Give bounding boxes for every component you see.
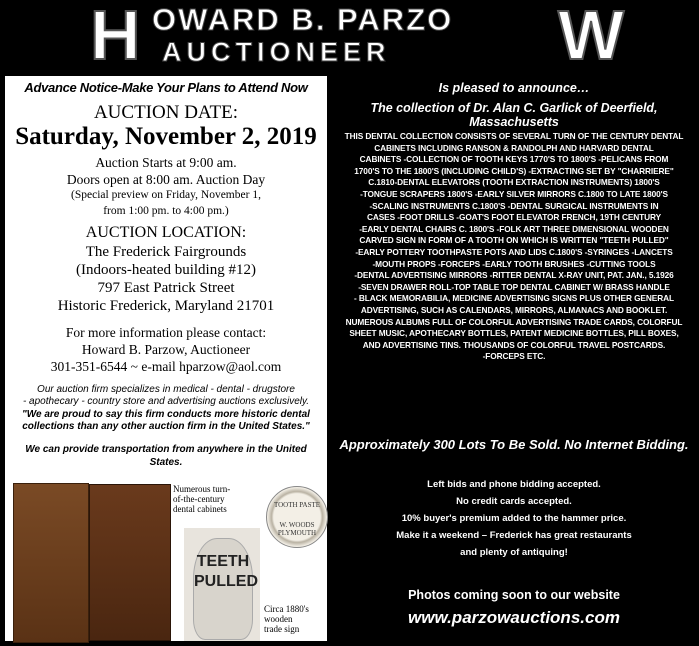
auction-start-time: Auction Starts at 9:00 am. bbox=[95, 155, 237, 170]
doors-open-time: Doors open at 8:00 am. Auction Day bbox=[66, 172, 266, 187]
blurb-line: Our auction firm specializes in medical - dental - drugstore bbox=[37, 384, 295, 395]
tooth-sign-text: TEETH bbox=[196, 553, 250, 570]
note-line: and plenty of antiquing! bbox=[460, 547, 568, 558]
caption-line: Circa 1880's bbox=[264, 604, 309, 614]
description-line: CABINETS -COLLECTION OF TOOTH KEYS 1770'S TO 1800'S -PELICANS FROM bbox=[359, 154, 669, 165]
description-line: THIS DENTAL COLLECTION CONSISTS OF SEVERAL TURN OF THE CENTURY DENTAL bbox=[344, 131, 684, 141]
contact-phone-email: 301-351-6544 ~ e-mail hparzow@aol.com bbox=[50, 359, 282, 374]
collection-description bbox=[341, 131, 687, 363]
caption-line: of-the-century bbox=[173, 494, 225, 504]
header-name: OWARD B. PARZO bbox=[152, 2, 454, 37]
caption-line: trade sign bbox=[264, 624, 300, 634]
contact-name: Howard B. Parzow, Auctioneer bbox=[81, 342, 251, 357]
header-title: AUCTIONEER bbox=[162, 37, 391, 67]
description-line: -MOUTH PROPS -FORCEPS -EARLY TOOTH BRUSHES -CUTTING TOOLS bbox=[372, 258, 656, 269]
header-letter-w: W bbox=[558, 0, 625, 74]
location-line: 797 East Patrick Street bbox=[97, 280, 235, 296]
auction-date-label: AUCTION DATE: bbox=[93, 102, 239, 123]
blurb-line: collections than any other auction firm in the United States." bbox=[22, 421, 310, 432]
photos-coming-soon: Photos coming soon to our website bbox=[408, 588, 620, 602]
description-line: C.1810-DENTAL ELEVATORS (TOOTH EXTRACTION INSTRUMENTS) 1800'S bbox=[368, 177, 660, 188]
jar-text: PLYMOUTH bbox=[277, 529, 317, 537]
description-line: -SCALING INSTRUMENTS C.1800'S -DENTAL SURGICAL INSTRUMENTS IN bbox=[369, 200, 659, 211]
blurb-line: "We are proud to say this firm conducts more historic dental bbox=[22, 409, 310, 420]
tooth-sign-text: PULLED bbox=[194, 573, 258, 590]
description-line: SHEET MUSIC, APOTHECARY BOTTLES, PATENT MEDICINE BOTTLES, PILL BOXES, bbox=[349, 328, 679, 339]
description-line: 1700'S TO THE 1800'S (INCLUDING CHILD'S) -EXTRACTING SET BY "CHARRIERE" bbox=[354, 165, 674, 176]
description-line: AND ADVERTISING TINS. THOUSANDS OF COLORFUL TRAVEL POSTCARDS. bbox=[362, 339, 666, 350]
description-line: -FORCEPS ETC. bbox=[482, 351, 546, 362]
lots-note: Approximately 300 Lots To Be Sold. No Internet Bidding. bbox=[339, 437, 689, 452]
location-line: (Indoors-heated building #12) bbox=[76, 262, 256, 278]
advance-notice: Advance Notice-Make Your Plans to Attend Now bbox=[24, 80, 308, 95]
description-line: -EARLY POTTERY TOOTHPASTE POTS AND LIDS C.1800'S -SYRINGES -LANCETS bbox=[355, 246, 673, 257]
description-line: -SEVEN DRAWER ROLL-TOP TABLE TOP DENTAL CABINET W/ BRASS HANDLE bbox=[358, 281, 670, 292]
caption-line: dental cabinets bbox=[173, 504, 227, 514]
description-line: ADVERTISING, SUCH AS CALENDARS, MIRRORS, ALMANACS AND BOOKLET. bbox=[360, 304, 668, 315]
right-panel bbox=[333, 76, 695, 641]
description-line: NUMEROUS ALBUMS FULL OF COLORFUL ADVERTISING TRADE CARDS, COLORFUL bbox=[345, 316, 683, 327]
location-line: The Frederick Fairgrounds bbox=[85, 244, 247, 260]
note-line: No credit cards accepted. bbox=[456, 496, 572, 507]
description-line: CASES -FOOT DRILLS -GOAT'S FOOT ELEVATOR FRENCH, 19TH CENTURY bbox=[366, 212, 662, 223]
description-line: -EARLY DENTAL CHAIRS C. 1800'S -FOLK ART THREE DIMENSIONAL WOODEN bbox=[359, 223, 669, 234]
caption-cabinets bbox=[173, 484, 230, 514]
description-line: CABINETS INCLUDING RANSON & RANDOLPH AND HARVARD DENTAL bbox=[374, 142, 654, 153]
jar-text: TOOTH PASTE bbox=[273, 501, 321, 509]
header-letter-h: H bbox=[90, 0, 141, 74]
auction-date: Saturday, November 2, 2019 bbox=[15, 123, 317, 150]
website-url[interactable]: www.parzowauctions.com bbox=[408, 608, 620, 627]
preview-line-2: from 1:00 pm. to 4:00 pm.) bbox=[103, 205, 229, 217]
dental-cabinet-photo bbox=[89, 484, 171, 641]
caption-line: Numerous turn- bbox=[173, 484, 231, 494]
contact-label: For more information please contact: bbox=[65, 325, 267, 340]
transport-note: We can provide transportation from anywhere in the United States. bbox=[25, 444, 307, 468]
description-line: CARVED SIGN IN FORM OF A TOOTH ON WHICH IS WRITTEN "TEETH PULLED" bbox=[359, 235, 669, 246]
location-label: AUCTION LOCATION: bbox=[85, 224, 247, 241]
dental-cabinet-photo bbox=[13, 483, 89, 643]
header-banner bbox=[0, 0, 699, 74]
collection-title: The collection of Dr. Alan C. Garlick of Deerfield, Massachusetts bbox=[370, 101, 658, 129]
description-line: - BLACK MEMORABILIA, MEDICINE ADVERTISING SIGNS PLUS OTHER GENERAL bbox=[354, 293, 674, 304]
description-line: -TONGUE SCRAPERS 1800'S -EARLY SILVER MIRRORS C.1800 TO LATE 1800'S bbox=[360, 188, 668, 199]
tooth-sign-photo bbox=[193, 538, 258, 640]
caption-sign bbox=[264, 604, 309, 634]
preview-line-1: (Special preview on Friday, November 1, bbox=[71, 189, 261, 201]
left-panel bbox=[5, 76, 327, 641]
note-line: Left bids and phone bidding accepted. bbox=[427, 479, 601, 490]
jar-text: W. WOODS bbox=[279, 521, 315, 529]
note-line: 10% buyer's premium added to the hammer price. bbox=[401, 513, 627, 524]
location-line: Historic Frederick, Maryland 21701 bbox=[57, 298, 275, 314]
bidding-notes bbox=[333, 476, 695, 561]
description-line: -DENTAL ADVERTISING MIRRORS -RITTER DENTAL X-RAY UNIT, PAT. JAN., 5.1926 bbox=[354, 270, 674, 281]
caption-line: wooden bbox=[264, 614, 293, 624]
announce-line: Is pleased to announce… bbox=[438, 81, 590, 95]
blurb-line: - apothecary - country store and advertising auctions exclusively. bbox=[22, 396, 310, 407]
toothpaste-jar-photo bbox=[266, 486, 328, 548]
note-line: Make it a weekend – Frederick has great restaurants bbox=[396, 530, 632, 541]
